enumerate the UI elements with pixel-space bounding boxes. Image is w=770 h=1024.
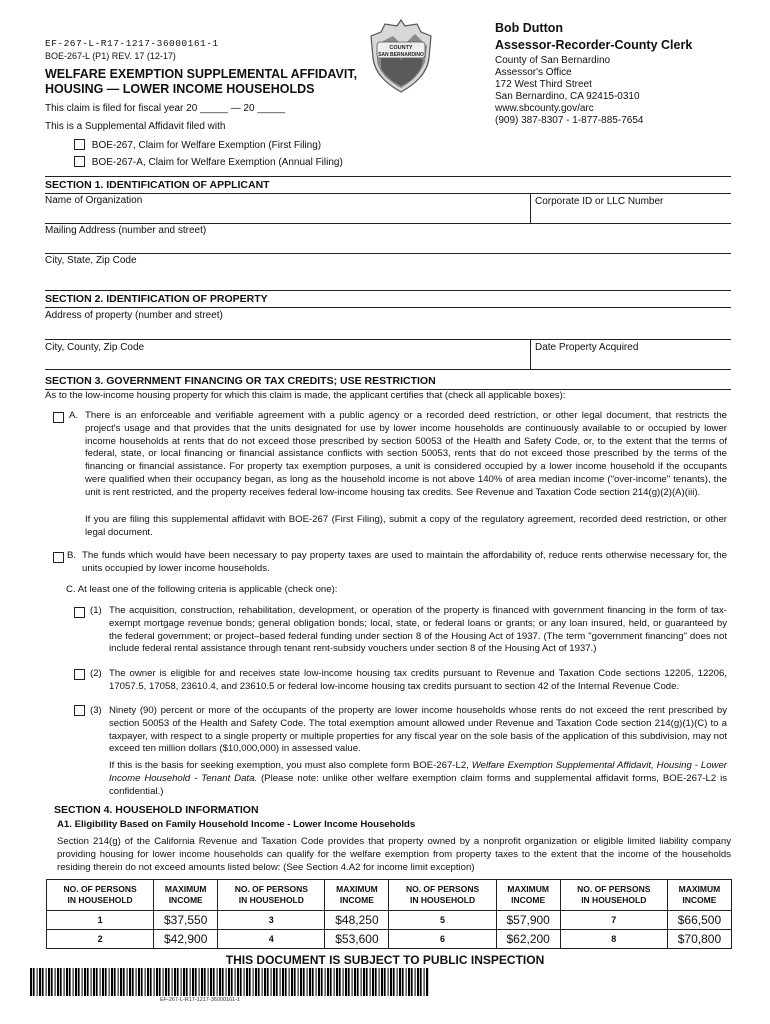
- item-c-text: C. At least one of the following criteria is applicable (check one):: [66, 584, 338, 595]
- col-persons-header: NO. OF PERSONS IN HOUSEHOLD: [47, 880, 154, 911]
- barcode-bar: [120, 968, 122, 996]
- barcode-bar: [246, 968, 248, 996]
- barcode-bar: [46, 968, 47, 996]
- item-c2-label: (2): [90, 668, 102, 679]
- barcode-bar: [141, 968, 143, 996]
- barcode-bar: [397, 968, 398, 996]
- barcode-bar: [393, 968, 395, 996]
- item-c3-label: (3): [90, 705, 102, 716]
- barcode-bar: [96, 968, 98, 996]
- persons-cell: 3: [218, 911, 325, 930]
- barcode-bar: [37, 968, 38, 996]
- barcode-bar: [298, 968, 299, 996]
- barcode-bar: [345, 968, 347, 996]
- barcode-bar: [177, 968, 179, 996]
- barcode-bar: [91, 968, 92, 996]
- income-cell: $70,800: [667, 930, 731, 949]
- assessor-title: Assessor-Recorder-County Clerk: [495, 38, 693, 52]
- barcode-bar: [190, 968, 191, 996]
- barcode-bar: [334, 968, 335, 996]
- persons-cell: 7: [560, 911, 667, 930]
- fiscal-year-line: This claim is filed for fiscal year 20 _____ — 20 _____: [45, 103, 286, 114]
- barcode-bar: [339, 968, 341, 996]
- barcode-bar: [303, 968, 305, 996]
- item-c2-text: The owner is eligible for and receives state low-income housing tax credits pursuant to Revenue and Taxation Code sections 12205, 12206, 17057.5, 17058, 23610.4, and 23610.5 or federal low-income housing tax credits pursuant to section 42 of the Internal Revenue Code.: [109, 668, 727, 692]
- barcode-bar: [300, 968, 302, 996]
- barcode-bar: [195, 968, 197, 996]
- barcode-bar: [199, 968, 200, 996]
- divider: [45, 176, 731, 177]
- property-address-label: Address of property (number and street): [45, 310, 223, 321]
- barcode-bar: [235, 968, 236, 996]
- barcode-bar: [172, 968, 173, 996]
- barcode-bar: [316, 968, 317, 996]
- form-title-line1: WELFARE EXEMPTION SUPPLEMENTAL AFFIDAVIT,: [45, 67, 358, 81]
- county-seal-icon: [367, 18, 435, 94]
- barcode-bar: [57, 968, 59, 996]
- barcode-bar: [64, 968, 65, 996]
- divider: [45, 307, 731, 308]
- divider: [45, 253, 731, 254]
- item-c3-note-form-title: Welfare Exemption Supplemental Affidavit, Housing - Lower Income Household - Tenant Data.: [109, 760, 727, 784]
- barcode-bar: [267, 968, 269, 996]
- barcode-bar: [123, 968, 125, 996]
- barcode-bar: [183, 968, 185, 996]
- checkbox-c2[interactable]: [74, 669, 85, 680]
- mailing-address-label: Mailing Address (number and street): [45, 225, 207, 236]
- barcode-bar: [109, 968, 110, 996]
- persons-cell: 4: [218, 930, 325, 949]
- barcode-bar: [204, 968, 206, 996]
- barcode-bar: [181, 968, 182, 996]
- persons-cell: 8: [560, 930, 667, 949]
- item-c1-label: (1): [90, 605, 102, 616]
- income-cell: $62,200: [496, 930, 560, 949]
- option-annual-filing[interactable]: [74, 156, 343, 168]
- barcode-bar: [244, 968, 245, 996]
- barcode-bar: [354, 968, 356, 996]
- section4-title: SECTION 4. HOUSEHOLD INFORMATION: [54, 804, 259, 816]
- item-c3-text: Ninety (90) percent or more of the occupants of the property are lower income households whose rents do not exceed the rent prescribed by section 50053 of the Health and Safety Code. The total exemption amount allowed under Revenue and Taxation Code section 214(g)(1)(C) to a taxpayer, with respect to a single property or multiple properties for any fiscal year on the sole basis of the application of this subdivision, may not exceed ten million dollars ($10,000,000) in assessed value.: [109, 705, 727, 755]
- barcode-icon: [30, 968, 430, 996]
- barcode-bar: [357, 968, 359, 996]
- barcode-bar: [39, 968, 41, 996]
- barcode-bar: [66, 968, 68, 996]
- item-a-label: A.: [69, 410, 79, 421]
- section4-text: Section 214(g) of the California Revenue and Taxation Code provides that property owned by a nonprofit organization or eligible limited liability company providing housing for lower income households can qualify for the welfare exemption from property taxes to the extent that the income of the households residing therein do not exceed amounts listed below: (See Section 4.A2 for income limit exception): [57, 836, 731, 873]
- option-first-filing-label: BOE-267, Claim for Welfare Exemption (First Filing): [91, 140, 322, 151]
- barcode-bar: [174, 968, 176, 996]
- barcode-bar: [210, 968, 212, 996]
- checkbox-a[interactable]: [53, 412, 64, 423]
- barcode-bar: [30, 968, 32, 996]
- barcode-bar: [424, 968, 425, 996]
- barcode-bar: [361, 968, 362, 996]
- barcode-bar: [321, 968, 323, 996]
- barcode-bar: [258, 968, 260, 996]
- seal-text-san-bernardino: SAN BERNARDINO: [378, 52, 424, 58]
- property-city-field[interactable]: [45, 354, 529, 368]
- persons-cell: 1: [47, 911, 154, 930]
- barcode-bar: [75, 968, 77, 996]
- barcode-bar: [219, 968, 221, 996]
- barcode-bar: [390, 968, 392, 996]
- income-cell: $42,900: [154, 930, 218, 949]
- barcode-bar: [132, 968, 134, 996]
- barcode-bar: [282, 968, 284, 996]
- barcode-bar: [208, 968, 209, 996]
- date-acquired-label: Date Property Acquired: [535, 342, 639, 353]
- assessor-address-line2: Assessor's Office: [495, 67, 572, 78]
- barcode-bar: [78, 968, 80, 996]
- property-address-field[interactable]: [45, 323, 731, 337]
- barcode-bar: [222, 968, 224, 996]
- col-income-header: MAXIMUM INCOME: [667, 880, 731, 911]
- barcode-bar: [426, 968, 428, 996]
- barcode-bar: [82, 968, 83, 996]
- section3-intro: As to the low-income housing property for which this claim is made, the applicant certifies that (check all applicable boxes):: [45, 390, 566, 401]
- barcode-bar: [420, 968, 422, 996]
- divider: [45, 339, 731, 340]
- barcode-bar: [381, 968, 383, 996]
- barcode-bar: [273, 968, 275, 996]
- barcode-bar: [111, 968, 113, 996]
- item-a-text: There is an enforceable and verifiable agreement with a public agency or a recorded deed restriction, or other legal document, that restricts the project's usage and that provides that the units designated for use by lower income households are continuously available to or occupied by lower income households at rents that do not exceed those prescribed by section 50053 of the Health and Safety Code, or, to the extent that the terms of federal, state, or local financing or financial assistance conflicts with section 50053, rents that do not exceed those prescribed by the terms of the financing or financial assistance. For property tax exemption purposes, a unit is considered occupied by a lower income household if the occupants were qualified when their occupancy began, as long as the household income is not above 140% of area median income ("over-income" tenants), the unit is rent restricted, and the property receives federal low-income housing tax credits. See Revenue and Taxation Code section 214(g)(2)(A)(iii).: [85, 410, 727, 498]
- public-inspection-notice: THIS DOCUMENT IS SUBJECT TO PUBLIC INSPECTION: [225, 953, 545, 967]
- barcode-bar: [226, 968, 227, 996]
- divider: [45, 193, 731, 194]
- col-income-header: MAXIMUM INCOME: [154, 880, 218, 911]
- item-a-note: If you are filing this supplemental affidavit with BOE-267 (First Filing), submit a copy of the regulatory agreement, recorded deed restriction, or other legal document.: [85, 514, 727, 538]
- col-income-header: MAXIMUM INCOME: [325, 880, 389, 911]
- barcode-bar: [217, 968, 218, 996]
- barcode-bar: [312, 968, 314, 996]
- col-income-header: MAXIMUM INCOME: [496, 880, 560, 911]
- barcode-bar: [384, 968, 386, 996]
- barcode-bar: [399, 968, 401, 996]
- barcode-bar: [159, 968, 161, 996]
- barcode-bar: [276, 968, 278, 996]
- barcode-bar: [237, 968, 239, 996]
- section3-title: SECTION 3. GOVERNMENT FINANCING OR TAX CREDITS; USE RESTRICTION: [45, 375, 436, 387]
- checkbox-c3[interactable]: [74, 705, 85, 716]
- item-b-text: The funds which would have been necessary to pay property taxes are used to maintain the affordability of, reduce rents otherwise necessary for, the units occupied by lower income households.: [82, 550, 727, 574]
- barcode-bar: [48, 968, 50, 996]
- city-state-zip-field[interactable]: [45, 268, 731, 282]
- barcode-bar: [240, 968, 242, 996]
- org-name-label: Name of Organization: [45, 195, 143, 206]
- barcode-bar: [84, 968, 86, 996]
- barcode-bar: [60, 968, 62, 996]
- barcode-bar: [129, 968, 131, 996]
- barcode-bar: [136, 968, 137, 996]
- income-cell: $48,250: [325, 911, 389, 930]
- barcode-bar: [379, 968, 380, 996]
- barcode-bar: [415, 968, 416, 996]
- date-acquired-field[interactable]: [535, 354, 730, 368]
- barcode-bar: [51, 968, 53, 996]
- barcode-bar: [309, 968, 311, 996]
- barcode-bar: [192, 968, 194, 996]
- col-persons-header: NO. OF PERSONS IN HOUSEHOLD: [218, 880, 325, 911]
- corp-id-field[interactable]: [535, 208, 730, 222]
- col-persons-header: NO. OF PERSONS IN HOUSEHOLD: [560, 880, 667, 911]
- barcode-bar: [264, 968, 266, 996]
- assessor-phone: (909) 387-8307 - 1-877-885-7654: [495, 115, 644, 126]
- barcode-bar: [87, 968, 89, 996]
- assessor-website[interactable]: www.sbcounty.gov/arc: [495, 103, 594, 114]
- barcode-bar: [249, 968, 251, 996]
- option-first-filing[interactable]: [74, 139, 321, 151]
- org-name-field[interactable]: [45, 208, 529, 222]
- assessor-address-line3: 172 West Third Street: [495, 79, 592, 90]
- barcode-bar: [262, 968, 263, 996]
- barcode-bar: [388, 968, 389, 996]
- barcode-bar: [372, 968, 374, 996]
- table-header-row: [47, 880, 732, 911]
- supplemental-note: This is a Supplemental Affidavit filed with: [45, 121, 226, 132]
- option-annual-filing-label: BOE-267-A, Claim for Welfare Exemption (Annual Filing): [91, 157, 343, 168]
- table-row: [47, 911, 732, 930]
- barcode-bar: [165, 968, 167, 996]
- income-cell: $66,500: [667, 911, 731, 930]
- barcode-bar: [408, 968, 410, 996]
- income-limits-table: [46, 879, 732, 949]
- barcode-bar: [370, 968, 371, 996]
- barcode-bar: [102, 968, 104, 996]
- item-c1-text: The acquisition, construction, rehabilitation, development, or operation of the property is financed with government financing in the form of tax-exempt mortgage revenue bonds; general obligation bonds; local, state, or federal loans or grants; or any loan insured, held, or guaranteed by the federal government; or project–based federal funding under section 8 of the Housing Act of 1937. (The term "government financing" does not include federal rental assistance through tenant rent-subsidy vouchers under section 8 of the Housing Act of 1937.): [109, 605, 727, 655]
- barcode-bar: [147, 968, 149, 996]
- barcode-bar: [213, 968, 215, 996]
- barcode-bar: [285, 968, 287, 996]
- barcode-bar: [406, 968, 407, 996]
- barcode-bar: [253, 968, 254, 996]
- barcode-text: EF-267-L-R17-1217-36000161-1: [160, 997, 241, 1003]
- section1-title: SECTION 1. IDENTIFICATION OF APPLICANT: [45, 179, 270, 191]
- barcode-bar: [114, 968, 116, 996]
- form-code: EF-267-L-R17-1217-36000161-1: [45, 38, 219, 49]
- barcode-bar: [228, 968, 230, 996]
- section4-subtitle: A1. Eligibility Based on Family Household Income - Lower Income Households: [57, 819, 416, 830]
- barcode-bar: [93, 968, 95, 996]
- corp-id-label: Corporate ID or LLC Number: [535, 196, 664, 207]
- divider: [45, 369, 731, 370]
- section2-title: SECTION 2. IDENTIFICATION OF PROPERTY: [45, 293, 268, 305]
- assessor-address-line4: San Bernardino, CA 92415-0310: [495, 91, 640, 102]
- barcode-bar: [336, 968, 338, 996]
- checkbox-b[interactable]: [53, 552, 64, 563]
- barcode-bar: [366, 968, 368, 996]
- barcode-bar: [327, 968, 329, 996]
- form-revision: BOE-267-L (P1) REV. 17 (12-17): [45, 51, 176, 61]
- barcode-bar: [156, 968, 158, 996]
- barcode-bar: [55, 968, 56, 996]
- barcode-bar: [291, 968, 293, 996]
- barcode-bar: [69, 968, 71, 996]
- barcode-bar: [352, 968, 353, 996]
- barcode-bar: [145, 968, 146, 996]
- barcode-bar: [127, 968, 128, 996]
- barcode-bar: [100, 968, 101, 996]
- barcode-bar: [73, 968, 74, 996]
- city-state-zip-label: City, State, Zip Code: [45, 255, 137, 266]
- col-persons-header: NO. OF PERSONS IN HOUSEHOLD: [389, 880, 496, 911]
- barcode-bar: [363, 968, 365, 996]
- barcode-bar: [343, 968, 344, 996]
- form-title-line2: HOUSING — LOWER INCOME HOUSEHOLDS: [45, 82, 315, 96]
- barcode-bar: [231, 968, 233, 996]
- barcode-bar: [307, 968, 308, 996]
- checkbox-c1[interactable]: [74, 607, 85, 618]
- property-city-label: City, County, Zip Code: [45, 342, 145, 353]
- barcode-bar: [280, 968, 281, 996]
- checkbox-annual-filing[interactable]: [74, 156, 85, 167]
- item-b-label: B.: [67, 550, 77, 561]
- barcode-bar: [411, 968, 413, 996]
- item-c3-note: [109, 760, 727, 798]
- assessor-name: Bob Dutton: [495, 21, 564, 35]
- income-cell: $37,550: [154, 911, 218, 930]
- barcode-bar: [138, 968, 140, 996]
- persons-cell: 2: [47, 930, 154, 949]
- assessor-address-line1: County of San Bernardino: [495, 55, 611, 66]
- checkbox-first-filing[interactable]: [74, 139, 85, 150]
- barcode-bar: [318, 968, 320, 996]
- barcode-bar: [294, 968, 296, 996]
- barcode-bar: [168, 968, 170, 996]
- persons-cell: 5: [389, 911, 496, 930]
- barcode-bar: [33, 968, 35, 996]
- barcode-bar: [163, 968, 164, 996]
- barcode-bar: [105, 968, 107, 996]
- barcode-bar: [417, 968, 419, 996]
- barcode-bar: [42, 968, 44, 996]
- divider: [45, 223, 731, 224]
- barcode-bar: [402, 968, 404, 996]
- barcode-bar: [325, 968, 326, 996]
- barcode-bar: [118, 968, 119, 996]
- table-row: [47, 930, 732, 949]
- income-cell: $57,900: [496, 911, 560, 930]
- barcode-bar: [255, 968, 257, 996]
- barcode-bar: [348, 968, 350, 996]
- barcode-bar: [375, 968, 377, 996]
- divider: [530, 193, 531, 223]
- item-c3-note-pre: If this is the basis for seeking exemption, you must also complete form BOE-267-L2,: [109, 760, 472, 771]
- income-cell: $53,600: [325, 930, 389, 949]
- barcode-bar: [271, 968, 272, 996]
- barcode-bar: [330, 968, 332, 996]
- barcode-bar: [154, 968, 155, 996]
- barcode-bar: [289, 968, 290, 996]
- barcode-bar: [150, 968, 152, 996]
- divider: [530, 339, 531, 369]
- divider: [45, 290, 731, 291]
- seal-text-county: COUNTY: [389, 45, 413, 51]
- item-c3-note-post: (Please note: unlike other welfare exemption claim forms and supplemental affidavit forms, BOE-267-L2 is confidential.): [109, 772, 728, 797]
- barcode-bar: [201, 968, 203, 996]
- persons-cell: 6: [389, 930, 496, 949]
- mailing-address-field[interactable]: [45, 238, 731, 252]
- barcode-bar: [186, 968, 188, 996]
